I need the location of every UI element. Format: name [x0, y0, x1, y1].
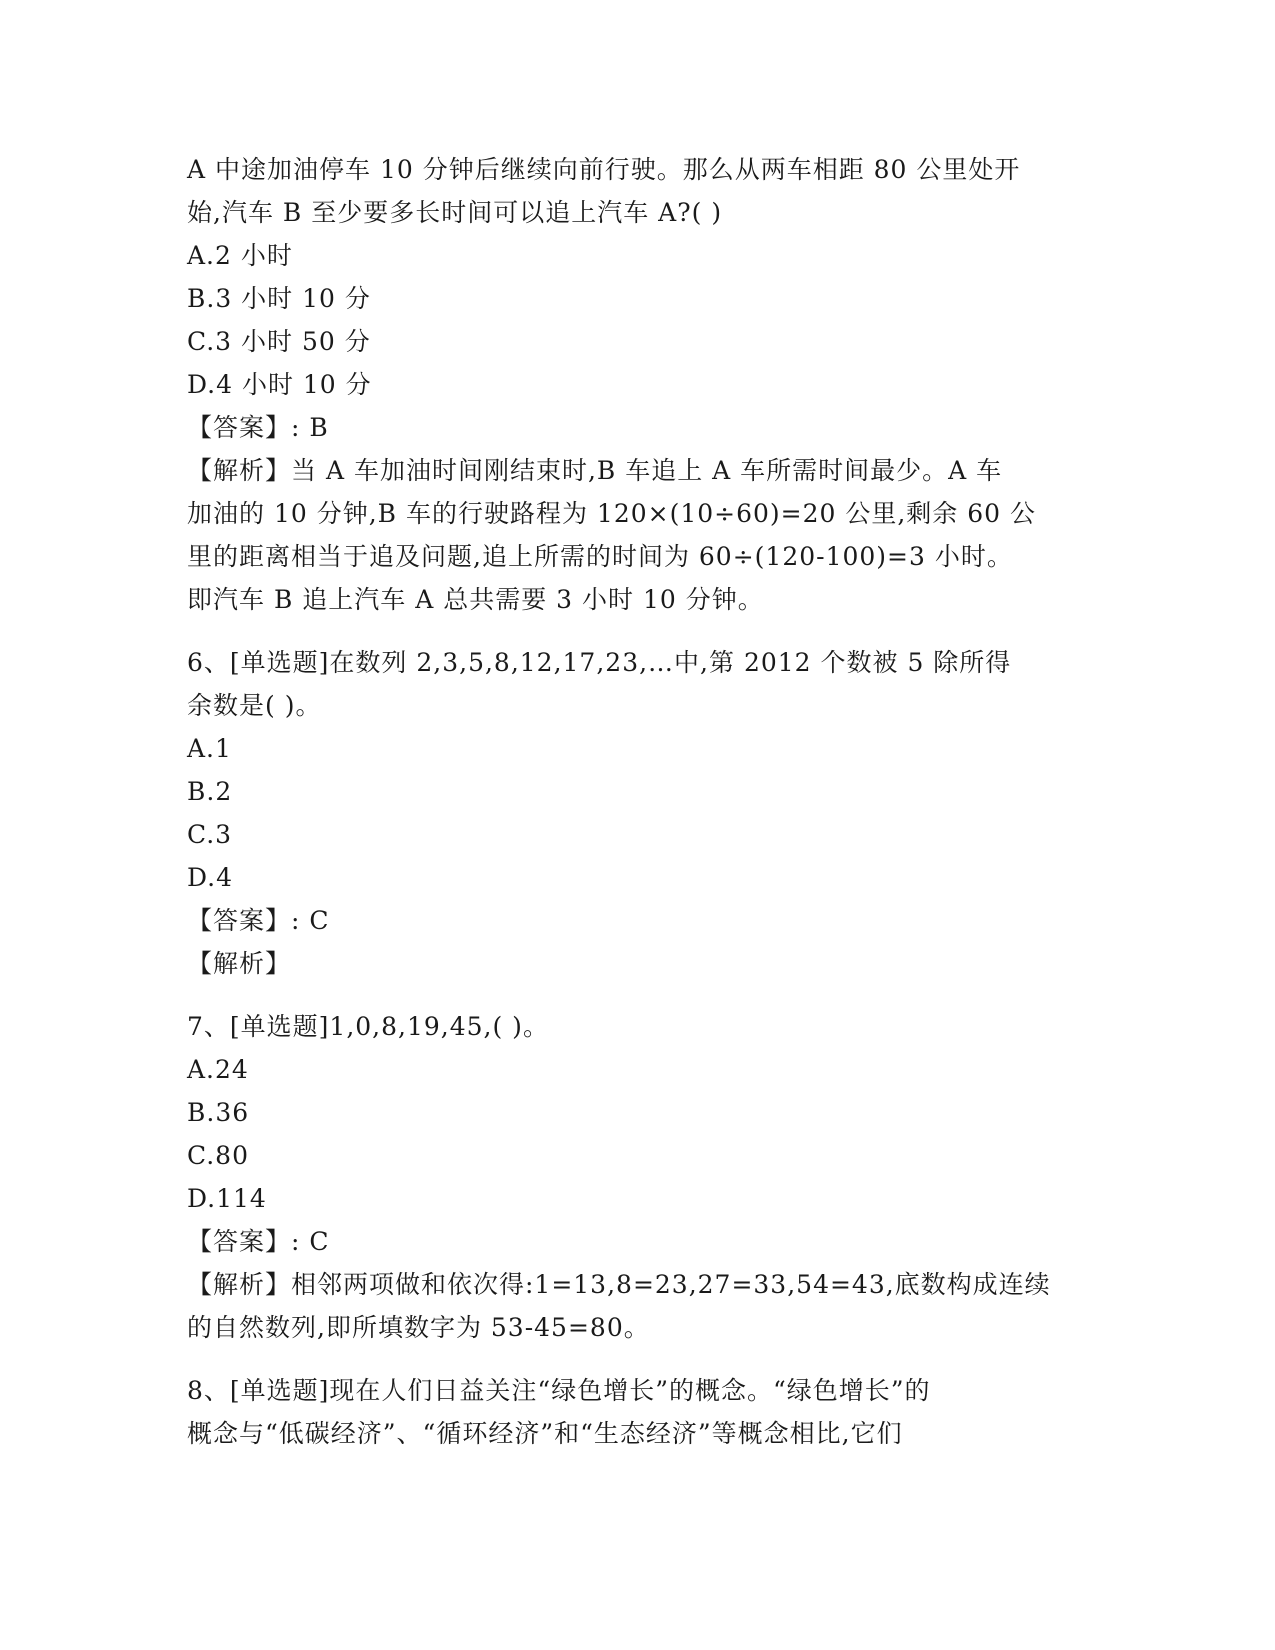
question-7 [187, 1005, 1087, 1349]
option-b: B.2 [187, 777, 233, 806]
option-a: A.2 小时 [187, 241, 293, 270]
question-spacer [187, 621, 1087, 641]
analysis-line: 里的距离相当于追及问题,追上所需的时间为 60÷(120-100)=3 小时。 [187, 542, 1013, 571]
analysis-line: 的自然数列,即所填数字为 53-45=80。 [187, 1313, 650, 1342]
question-stem-line: 概念与“低碳经济”、“循环经济”和“生态经济”等概念相比,它们 [187, 1419, 903, 1448]
option-b: B.36 [187, 1098, 250, 1127]
question-5 [187, 148, 1087, 621]
question-stem-line: 余数是( )。 [187, 691, 322, 720]
answer-line: 【答案】: B [187, 413, 329, 442]
question-stem-line: A 中途加油停车 10 分钟后继续向前行驶。那么从两车相距 80 公里处开 [187, 155, 1021, 184]
question-8 [187, 1369, 1087, 1455]
option-d: D.114 [187, 1184, 267, 1213]
answer-line: 【答案】: C [187, 906, 330, 935]
option-d: D.4 [187, 863, 234, 892]
analysis-line: 即汽车 B 追上汽车 A 总共需要 3 小时 10 分钟。 [187, 585, 764, 614]
analysis-line: 【解析】 [187, 949, 292, 978]
question-stem-line: 始,汽车 B 至少要多长时间可以追上汽车 A?( ) [187, 198, 723, 227]
question-stem-line: 6、[单选题]在数列 2,3,5,8,12,17,23,…中,第 2012 个数被 5 除所得 [187, 648, 1012, 677]
option-d: D.4 小时 10 分 [187, 370, 372, 399]
question-6 [187, 641, 1087, 985]
option-a: A.1 [187, 734, 232, 763]
option-c: C.3 [187, 820, 233, 849]
document-page [187, 148, 1087, 1455]
option-a: A.24 [187, 1055, 249, 1084]
analysis-line: 【解析】当 A 车加油时间刚结束时,B 车追上 A 车所需时间最少。A 车 [187, 456, 1003, 485]
question-stem-line: 7、[单选题]1,0,8,19,45,( )。 [187, 1012, 549, 1041]
question-spacer [187, 985, 1087, 1005]
analysis-line: 加油的 10 分钟,B 车的行驶路程为 120×(10÷60)=20 公里,剩余 60 公 [187, 499, 1037, 528]
option-c: C.80 [187, 1141, 249, 1170]
option-b: B.3 小时 10 分 [187, 284, 371, 313]
question-stem-line: 8、[单选题]现在人们日益关注“绿色增长”的概念。“绿色增长”的 [187, 1376, 931, 1405]
question-spacer [187, 1349, 1087, 1369]
analysis-line: 【解析】相邻两项做和依次得:1=13,8=23,27=33,54=43,底数构成连续 [187, 1270, 1051, 1299]
answer-line: 【答案】: C [187, 1227, 330, 1256]
option-c: C.3 小时 50 分 [187, 327, 371, 356]
